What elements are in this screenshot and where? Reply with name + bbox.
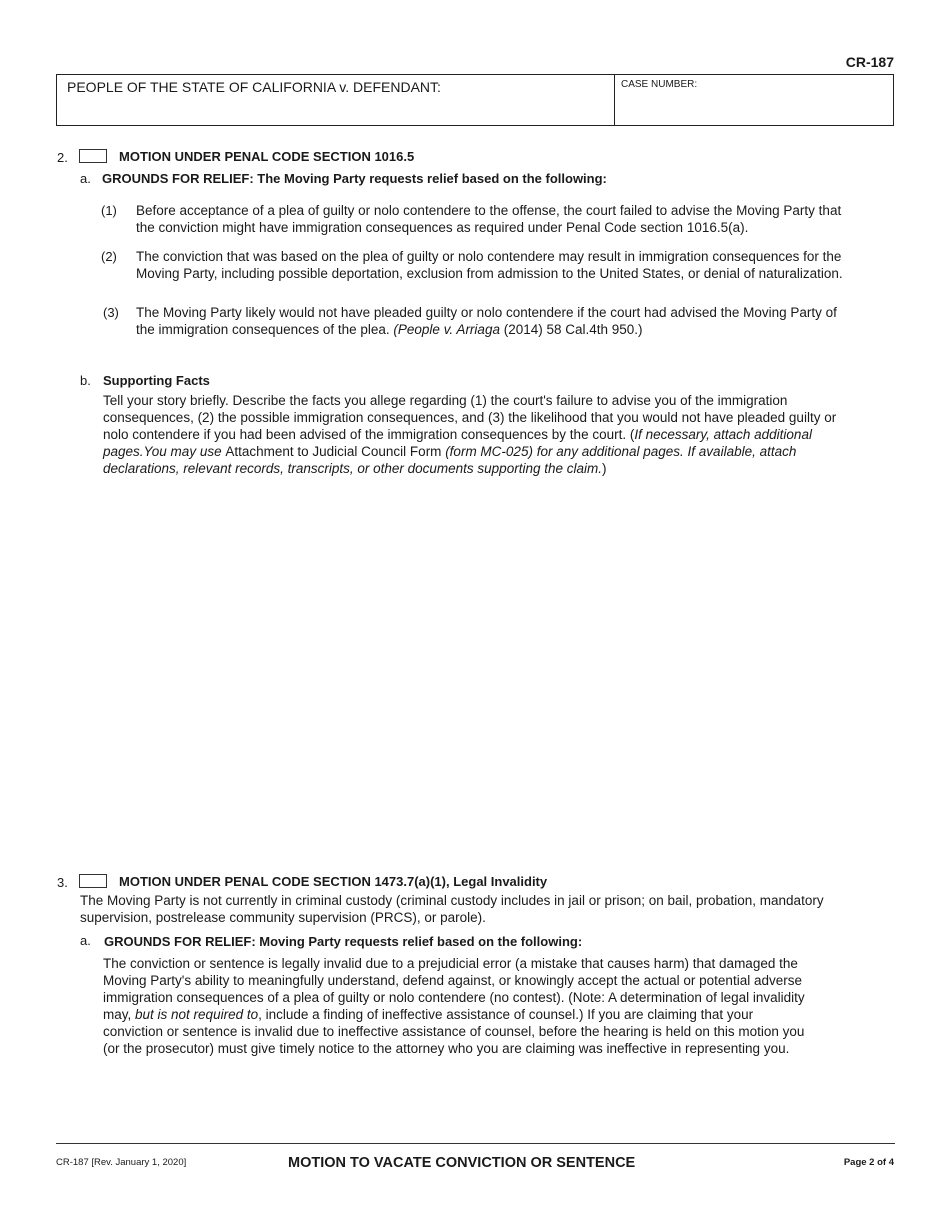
footer-form-revision: CR-187 [Rev. January 1, 2020]	[56, 1157, 187, 1168]
item-3-label: (3)	[103, 305, 119, 320]
footer-divider	[56, 1143, 895, 1144]
footer-form-title: MOTION TO VACATE CONVICTION OR SENTENCE	[288, 1155, 636, 1171]
section-3-title: MOTION UNDER PENAL CODE SECTION 1473.7(a)(1), Legal Invalidity	[119, 874, 548, 889]
section-3-number: 3.	[57, 875, 68, 890]
case-caption-field[interactable]	[57, 75, 615, 125]
item-2-text: The conviction that was based on the plea of guilty or nolo contendere may result in immigration consequences for the Moving Party, including possible deportation, exclusion from admission to the United States, or denial of naturalization.	[136, 249, 843, 281]
supporting-facts-input[interactable]	[103, 484, 893, 862]
form-id: CR-187	[845, 54, 894, 70]
item-1-text: Before acceptance of a plea of guilty or nolo contendere to the offense, the court failed to advise the Moving Party that the conviction might have immigration consequences as required under Penal Code section 1016.5(a).	[136, 203, 842, 235]
section-3-checkbox[interactable]	[79, 874, 107, 888]
section-2-checkbox[interactable]	[79, 149, 107, 163]
case-number-label: CASE NUMBER:	[621, 79, 698, 90]
item-3-text: The Moving Party likely would not have pleaded guilty or nolo contendere if the court had advised the Moving Party of the immigration consequences of the plea. (People v. Arriaga (2014) 58 Cal.4th 950.)	[136, 305, 837, 337]
item-2-label: (2)	[101, 249, 117, 264]
section-3a-heading: GROUNDS FOR RELIEF: Moving Party requests relief based on the following:	[104, 934, 583, 949]
section-2-title: MOTION UNDER PENAL CODE SECTION 1016.5	[119, 149, 415, 164]
section-2a-heading: GROUNDS FOR RELIEF: The Moving Party requests relief based on the following:	[102, 171, 607, 186]
section-3a-paragraph: The conviction or sentence is legally invalid due to a prejudicial error (a mistake that causes harm) that damaged the Moving Party's ability to meaningfully understand, defend against, or knowingly accept the actual or potential adverse immigration consequences of a plea of guilty or nolo contendere (no contest). (Note: A determination of legal invalidity may, but is not required to, include a finding of ineffective assistance of counsel.) If you are claiming that your conviction or sentence is invalid due to ineffective assistance of counsel, before the hearing is held on this motion you (or the prosecutor) must give timely notice to the attorney who you are claiming was ineffective in representing you.	[103, 956, 805, 1056]
case-caption-box	[56, 74, 894, 126]
section-2-number: 2.	[57, 150, 68, 165]
section-2b-heading: Supporting Facts	[103, 373, 210, 388]
section-2a-label: a.	[80, 171, 91, 186]
caption-label: PEOPLE OF THE STATE OF CALIFORNIA v. DEFENDANT:	[67, 79, 441, 95]
section-3-intro: The Moving Party is not currently in criminal custody (criminal custody includes in jail or prison; on bail, probation, mandatory supervision, postrelease community supervision (PRCS), or parole).	[80, 893, 824, 925]
section-3a-label: a.	[80, 933, 91, 948]
footer-page-number: Page 2 of 4	[843, 1157, 894, 1168]
supporting-facts-instructions: Tell your story briefly. Describe the facts you allege regarding (1) the court's failure to advise you of the immigration consequences, (2) the possible immigration consequences, and (3) the likelihood that you would not have pleaded guilty or nolo contendere if you had been advised of the immigration consequences by the court. (If necessary, attach additional pages.You may use Attachment to Judicial Council Form (form MC-025) for any additional pages. If available, attach declarations, relevant records, transcripts, or other documents supporting the claim.)	[103, 393, 837, 476]
item-1-label: (1)	[101, 203, 117, 218]
section-2b-label: b.	[80, 373, 91, 388]
